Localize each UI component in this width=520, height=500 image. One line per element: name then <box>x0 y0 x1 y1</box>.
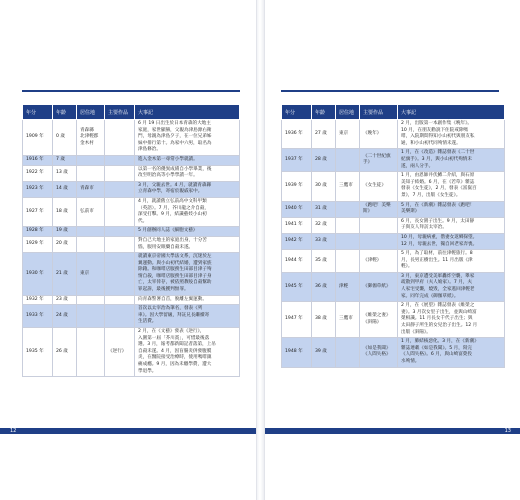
age-cell: 0 歲 <box>53 120 77 156</box>
place-cell <box>77 227 105 237</box>
works-cell <box>105 120 135 156</box>
left-page <box>0 0 257 500</box>
top-rule <box>22 90 240 92</box>
table-row <box>23 120 240 156</box>
works-cell: 《晚年》 <box>360 120 398 149</box>
age-cell: 36 歲 <box>312 272 336 301</box>
works-cell <box>105 197 135 226</box>
year-cell: 1922 年 <box>23 165 53 181</box>
age-cell: 28 歲 <box>312 149 336 172</box>
age-cell: 39 歲 <box>312 338 336 367</box>
header-events: 大事記 <box>135 105 240 120</box>
works-cell: 《二十世紀旗手》 <box>360 149 398 172</box>
header-year: 年分 <box>23 105 53 120</box>
events-cell: 5 月創辦同人誌《細胞文藝》 <box>135 227 240 237</box>
events-cell: 就讀東京帝國大學法文系，沉迷於左 翼運動。與小山初代結婚，遭到家族 除籍。和咖啡店服務生田部目津子殉 情自殺，咖啡店服務生田部目津子身 亡，太宰倖存，被依照教唆自殺幫助 罪起訴，最後獲判無罪。 <box>135 253 240 296</box>
place-cell: 三鷹市 <box>336 302 360 338</box>
header-age: 年齡 <box>53 105 77 120</box>
events-cell: 5 月，為了取材，前往津輕旅行。8 月，長男正樹出生。11 月出版《津 輕》。 <box>398 250 505 273</box>
table-row <box>23 155 240 165</box>
place-cell <box>336 149 360 172</box>
table-row <box>282 338 505 367</box>
year-cell: 1939 年 <box>282 172 312 201</box>
age-cell: 14 歲 <box>53 181 77 197</box>
footer-bar <box>265 428 520 434</box>
page-number: 12 <box>10 428 17 434</box>
age-cell: 26 歲 <box>53 328 77 377</box>
works-cell <box>105 236 135 252</box>
events-cell: 6 月，長女園子出生。9 月，太田靜 子與友人拜訪太宰治。 <box>398 217 505 233</box>
age-cell: 7 歲 <box>53 155 77 165</box>
works-cell: 《如是我聞》 《人間失格》 <box>360 338 398 367</box>
header-events: 大事記 <box>398 105 505 120</box>
place-cell: 津輕 <box>336 272 360 301</box>
works-cell <box>105 305 135 328</box>
table-row <box>282 172 505 201</box>
chronology-table-right <box>281 104 505 368</box>
header-age: 年齡 <box>312 105 336 120</box>
chronology-table-left <box>22 104 240 377</box>
works-cell: 《津輕》 <box>360 250 398 273</box>
year-cell: 1928 年 <box>23 227 53 237</box>
place-cell <box>336 217 360 233</box>
place-cell <box>77 165 105 181</box>
year-cell: 1945 年 <box>282 272 312 301</box>
header-year: 年分 <box>282 105 312 120</box>
events-cell: 6 月 19 日出生於日本青森的大地主 家庭，家世顯赫，父親為津島源右衛 門，母親為津島夕子，在一位兄弟姊 妹中排行第十。為家中六男，取名為 津島修治。 <box>135 120 240 156</box>
place-cell: 東京 <box>77 253 105 296</box>
table-row <box>282 201 505 217</box>
age-cell: 24 歲 <box>53 305 77 328</box>
place-cell <box>336 201 360 217</box>
works-cell: 《維榮之妻》 《斜陽》 <box>360 302 398 338</box>
works-cell <box>105 227 135 237</box>
year-cell: 1929 年 <box>23 236 53 252</box>
year-cell: 1937 年 <box>282 149 312 172</box>
right-page <box>264 0 520 500</box>
place-cell: 青森市 <box>77 181 105 197</box>
age-cell: 18 歲 <box>53 197 77 226</box>
year-cell: 1948 年 <box>282 338 312 367</box>
year-cell: 1909 年 <box>23 120 53 156</box>
book-gutter <box>256 0 264 500</box>
place-cell: 三鷹市 <box>336 172 360 201</box>
age-cell: 31 歲 <box>312 201 336 217</box>
events-cell: 向青森警署自首，脫離左翼運動。 <box>135 295 240 305</box>
events-cell: 進入金木第一尋常小學就讀。 <box>135 155 240 165</box>
table-row <box>23 328 240 377</box>
events-cell: 2 月，在《展望》雜誌發表《維榮之 妻》。3 月次女里子出生，並與山崎富 榮相識。11 月長女千代子出生；與 太田靜子所生的女兒治子出生。12 月 出版《斜陽》。 <box>398 302 505 338</box>
age-cell: 19 歲 <box>53 227 77 237</box>
table-row <box>282 250 505 273</box>
table-row <box>282 302 505 338</box>
table-row <box>282 233 505 249</box>
table-row <box>282 120 505 149</box>
events-cell: 4 月，就讀舊立弘前高中文科甲類 （英語）。7 月，芥川龍之介自殺， 深受打擊。9 月，結識藝妓小山初 代。 <box>135 197 240 226</box>
age-cell: 13 歲 <box>53 165 77 181</box>
year-cell: 1916 年 <box>23 155 53 165</box>
events-cell: 3 月，父親去世。4 月，就讀青森縣 立青森中學，寄宿於親戚家中。 <box>135 181 240 197</box>
events-cell: 3 月，東京遭受美軍轟炸空襲，舉家 疏散到甲府（夫人娘家）。7 月，夫 人家宅受襲，燒毀，全家逃回津輕老 家。同年完成《御伽草紙》。 <box>398 272 505 301</box>
age-cell: 20 歲 <box>53 236 77 252</box>
table-row <box>23 181 240 197</box>
table-header-row <box>282 105 505 120</box>
age-cell: 30 歲 <box>312 172 336 201</box>
year-cell: 1933 年 <box>23 305 53 328</box>
year-cell: 1936 年 <box>282 120 312 149</box>
table-row <box>282 149 505 172</box>
top-rule <box>281 90 499 92</box>
year-cell: 1932 年 <box>23 295 53 305</box>
place-cell <box>77 305 105 328</box>
age-cell: 35 歲 <box>312 250 336 273</box>
works-cell <box>105 295 135 305</box>
table-row <box>23 236 240 252</box>
year-cell: 1930 年 <box>23 253 53 296</box>
works-cell: 《女生徒》 <box>360 172 398 201</box>
events-cell: 2 月，在《文藝》發表《逆行》， 入圍第一屆「芥川賞」，可惜最後落 選。3 月，報考都新聞記者落第，上吊 自殺未遂。4 月，因盲腸炎併發腹膜 炎，在醫院接受治療時，使用嗎啡鎮 痛成癮。9 月，因為未繳學費，遭大 學退學。 <box>135 328 240 377</box>
year-cell: 1923 年 <box>23 181 53 197</box>
table-row <box>23 197 240 226</box>
place-cell <box>77 236 105 252</box>
year-cell: 1940 年 <box>282 201 312 217</box>
age-cell: 38 歲 <box>312 302 336 338</box>
age-cell: 27 歲 <box>312 120 336 149</box>
header-place: 居住地 <box>77 105 105 120</box>
year-cell: 1947 年 <box>282 302 312 338</box>
age-cell: 32 歲 <box>312 217 336 233</box>
place-cell: 青森縣 北津輕郡 金木村 <box>77 120 105 156</box>
year-cell: 1942 年 <box>282 233 312 249</box>
page-number: 13 <box>504 428 511 434</box>
year-cell: 1941 年 <box>282 217 312 233</box>
year-cell: 1927 年 <box>23 197 53 226</box>
table-row <box>23 165 240 181</box>
events-cell: 1 月，肺結核惡化。3 月，在《新潮》 雜誌連載《如是我聞》。5 月，寫完 《人間失格》。6 月，與山崎富榮投 水殉情。 <box>398 338 505 367</box>
year-cell: 1935 年 <box>23 328 53 377</box>
events-cell: 對自己大地主的家庭出身，十分苦 惱，服用安眠藥自殺未遂。 <box>135 236 240 252</box>
year-cell: 1944 年 <box>282 250 312 273</box>
works-cell <box>105 253 135 296</box>
table-row <box>23 227 240 237</box>
age-cell: 33 歲 <box>312 233 336 249</box>
events-cell: 首次以太宰治為筆名，發表《列 車》。因大學留級，拜託兄長繼續寄 生活費。 <box>135 305 240 328</box>
table-row <box>23 295 240 305</box>
table-row <box>282 272 505 301</box>
works-cell <box>360 217 398 233</box>
table-row <box>23 305 240 328</box>
table-row <box>282 217 505 233</box>
table-row <box>23 253 240 296</box>
header-works: 主要作品 <box>360 105 398 120</box>
place-cell: 弘前市 <box>77 197 105 226</box>
header-works: 主要作品 <box>105 105 135 120</box>
works-cell: 《御伽草紙》 <box>360 272 398 301</box>
works-cell <box>360 233 398 249</box>
works-cell: 《跑吧！美樂斯》 <box>360 201 398 217</box>
works-cell <box>105 155 135 165</box>
events-cell: 以第一名的優異成績自小學畢業，後 改至明治高等小學學讀一年。 <box>135 165 240 181</box>
place-cell <box>77 328 105 377</box>
place-cell <box>336 233 360 249</box>
table-header-row <box>23 105 240 120</box>
events-cell: 10 月，母親病重，偕妻女返鄉探望。 12 月，母親去世，獨自回老家奔喪。 <box>398 233 505 249</box>
events-cell: 5 月，在《新潮》雜誌發表《跑吧！ 美樂斯》 <box>398 201 505 217</box>
works-cell: 《逆行》 <box>105 328 135 377</box>
age-cell: 21 歲 <box>53 253 77 296</box>
place-cell <box>336 338 360 367</box>
place-cell <box>77 295 105 305</box>
works-cell <box>105 165 135 181</box>
events-cell: 1 月，在《改造》雜誌發表《二十世 紀旗手》。3 月，與小山初代殉情未 遂，兩人分手。 <box>398 149 505 172</box>
footer-bar <box>0 428 256 434</box>
place-cell <box>336 250 360 273</box>
place-cell: 東京 <box>336 120 360 149</box>
header-place: 居住地 <box>336 105 360 120</box>
age-cell: 23 歲 <box>53 295 77 305</box>
events-cell: 2 月，出版第一本創作集《晚年》。 10 月，在朋友勸說下住院戒除嗎 啡，入院期間得知小山初代與朋友私 通，和小山初代同殉情未遂。 <box>398 120 505 149</box>
works-cell <box>105 181 135 197</box>
events-cell: 1 月，由恩師井伏鱒二介紹，與石原 美知子結婚。6 月，在《若草》雜誌 發表《女生徒》，2 月，發表《富嶽百 景》，7 月，出版《女生徒》。 <box>398 172 505 201</box>
place-cell <box>77 155 105 165</box>
